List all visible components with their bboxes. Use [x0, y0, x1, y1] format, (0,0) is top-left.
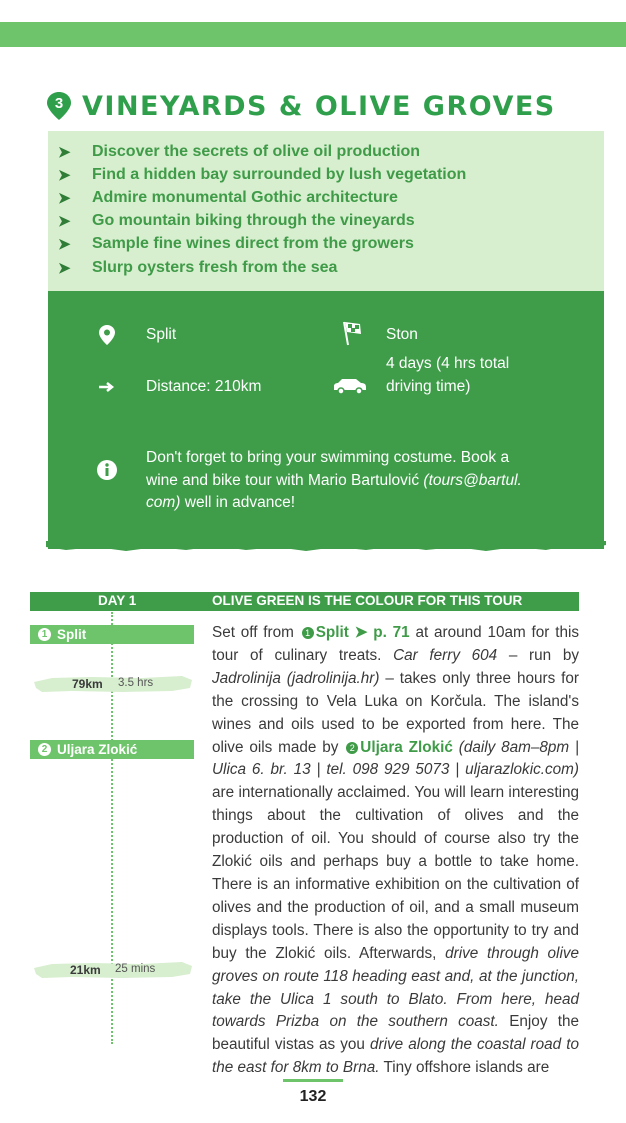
body-italic: drive along the coastal road to the east for 8km to Brna.	[212, 1036, 579, 1077]
distance-text: Distance: 210km	[146, 378, 262, 395]
tip-line: Don't forget to bring your swimming costume. Book a	[146, 449, 510, 466]
arrowhead-icon: ➤	[58, 189, 71, 207]
checkered-flag-icon	[341, 320, 363, 346]
body-segment: – run by	[497, 646, 579, 664]
body-segment: at around 10am for this tour of culinary treats.	[212, 624, 579, 664]
highlight-text: Admire monumental Gothic architecture	[92, 188, 398, 206]
highlight-text: Slurp oysters fresh from the sea	[92, 258, 338, 276]
route-segment	[32, 960, 194, 980]
highlights-list	[48, 131, 604, 291]
body-italic: (daily 8am–8pm | Ulica 6. br. 13 | tel. 098 929 5073 | uljarazlokic.com)	[212, 738, 579, 779]
stop-name: Split	[57, 627, 87, 642]
stop-number-marker: 2	[346, 742, 358, 754]
highlight-item	[58, 210, 604, 233]
body-italic: Car ferry 604	[393, 646, 498, 664]
duration-line: 4 days (4 hrs total	[386, 355, 510, 372]
highlight-text: Sample fine wines direct from the growers	[92, 235, 414, 253]
body-italic: Jadrolinija (jadrolinija.hr)	[212, 669, 380, 687]
highlight-text: Find a hidden bay surrounded by lush vegetation	[92, 165, 467, 183]
route-stop	[30, 625, 194, 644]
highlight-item	[58, 233, 604, 256]
split-link[interactable]: Split ➤ p. 71	[315, 624, 410, 641]
tour-title: VINEYARDS & OLIVE GROVES	[82, 90, 556, 122]
tour-info-panel	[48, 291, 604, 549]
duration-text	[386, 353, 509, 398]
stop-name: Uljara Zlokić	[57, 742, 138, 757]
tour-number: 3	[54, 95, 64, 112]
arrowhead-icon: ➤	[58, 259, 71, 277]
link-name: Split	[315, 624, 349, 641]
segment-distance: 79km	[72, 677, 103, 691]
tour-number-badge	[46, 91, 72, 121]
tip-email: com)	[146, 494, 181, 511]
right-arrow-icon	[98, 381, 116, 393]
location-pin-icon	[98, 324, 116, 346]
segment-distance: 21km	[70, 963, 101, 977]
route-stop	[30, 740, 194, 759]
body-segment: Tiny offshore islands are	[379, 1059, 550, 1077]
segment-time: 3.5 hrs	[118, 677, 154, 689]
arrowhead-icon: ➤	[58, 213, 71, 231]
car-icon	[332, 376, 368, 396]
link-page: p. 71	[373, 624, 410, 641]
day-label: DAY 1	[98, 593, 137, 608]
tour-title-row	[46, 88, 556, 124]
duration-line: driving time)	[386, 377, 471, 395]
arrowhead-icon: ➤	[58, 236, 71, 254]
tip-segment: well in advance!	[180, 494, 296, 511]
body-italic: drive through olive groves on route 118 heading east and, at the junction, take the Ulica 1 south to Blato. From here, head towards Prizba on the southern coast.	[212, 944, 580, 1031]
highlight-text: Discover the secrets of olive oil production	[92, 142, 421, 160]
section-heading: OLIVE GREEN IS THE COLOUR FOR THIS TOUR	[212, 593, 523, 608]
page-number-rule	[283, 1079, 343, 1082]
start-location: Split	[146, 326, 177, 343]
brush-stroke	[32, 960, 194, 980]
brush-stroke	[32, 674, 194, 694]
body-segment: – takes only three hours for the crossing to Vela Luka on Korčula. The island's wines and oils used to be exported from here. The olive oils made by	[212, 669, 579, 756]
stop-number: 1	[38, 628, 51, 641]
body-segment: are internationally acclaimed. You will learn interesting things about the cultivation of olives and the production of oil. You should of course also try the Zlokić oils and perhaps buy a bottle to take home. There is an informative exhibition on the cultivation of olives and the production of oil, and a small museum displays tools. There is also the opportunity to try and buy the Zlokić oils. Afterwards,	[212, 784, 579, 962]
highlight-item	[58, 163, 604, 186]
arrowhead-icon: ➤	[58, 143, 71, 161]
route-segment	[32, 674, 194, 694]
tip-line	[146, 470, 566, 493]
stop-number: 2	[38, 743, 51, 756]
highlight-item	[58, 140, 604, 163]
day-header-bar	[30, 592, 579, 611]
tip-email: (tours@bartul.	[423, 471, 522, 489]
segment-time: 25 mins	[115, 963, 156, 975]
torn-edge	[46, 541, 606, 557]
highlight-item	[58, 186, 604, 209]
arrowhead-icon: ➤	[58, 166, 71, 184]
tip-text	[146, 447, 566, 515]
highlight-text: Go mountain biking through the vineyards	[92, 212, 415, 230]
stop-number-marker: 1	[302, 627, 314, 639]
body-segment: Enjoy the beautiful vistas as you	[212, 1013, 580, 1054]
highlight-item	[58, 256, 604, 279]
page-number: 132	[299, 1088, 327, 1105]
end-location: Ston	[386, 326, 418, 343]
top-color-bar	[0, 22, 626, 47]
tip-segment: wine and bike tour with Mario Bartulović	[146, 471, 424, 489]
body-segment: Set off from	[212, 624, 300, 641]
body-text	[212, 622, 579, 1080]
tip-line	[146, 492, 566, 515]
info-icon	[96, 459, 118, 481]
uljara-zlokic-link[interactable]: Uljara Zlokić	[360, 738, 453, 756]
